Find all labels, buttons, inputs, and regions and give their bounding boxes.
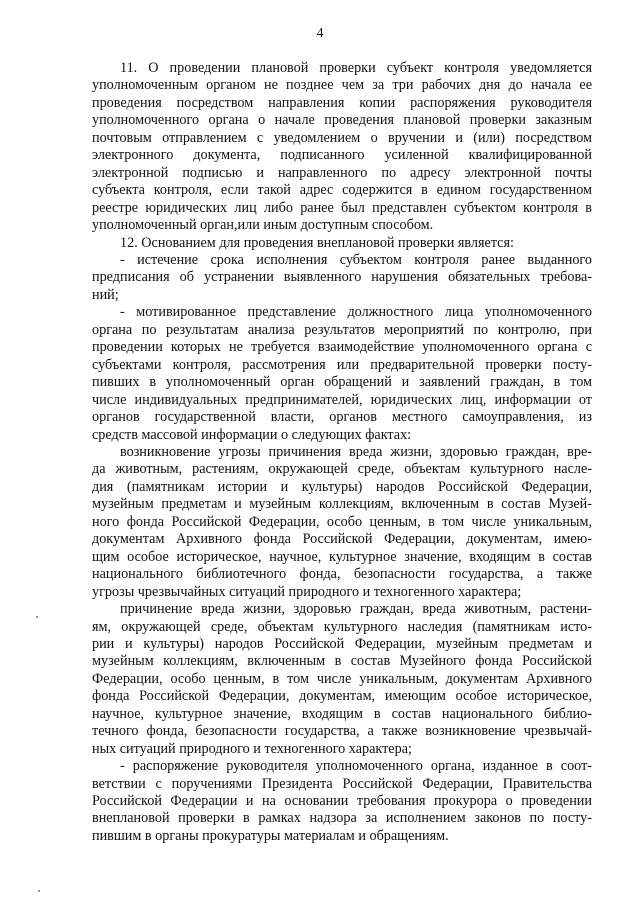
text-line: внеплановой проверки в рамках надзора за исполнением законов по посту- — [92, 810, 592, 827]
paragraph-p11 — [92, 60, 592, 235]
text-line: фонда Российской Федерации, документам, имеющим особое историческое, — [92, 688, 592, 705]
text-line: уполномоченным органом не позднее чем за три рабочих дня до начала ее — [92, 77, 592, 94]
text-line: научное, культурное значение, входящим в состав национального библио- — [92, 705, 592, 722]
text-line: Российской Федерации и на основании требования прокурора о проведении — [92, 793, 592, 810]
text-line: течного фонда, безопасности государства, а также возникновение чрезвычай- — [92, 723, 592, 740]
text-line: уполномоченный орган,или иным доступным способом. — [92, 217, 434, 234]
paragraph-p12b2 — [92, 601, 592, 758]
text-line: органов государственной власти, органов местного самоуправления, из — [92, 409, 592, 426]
paragraph-p12b — [92, 304, 592, 444]
text-line: предписания об устранении выявленного нарушения обязательных требова- — [92, 269, 592, 286]
text-line: музейным коллекциям, включенным в состав Музейного фонда Российской — [92, 653, 592, 670]
text-line: ям, окружающей среде, объектам культурного наследия (памятникам исто- — [92, 618, 592, 635]
text-line: электронного документа, подписанного усиленной квалифицированной — [92, 147, 592, 164]
text-line: причинение вреда жизни, здоровью граждан, вреда животным, растени- — [120, 601, 592, 618]
text-line: пивших в уполномоченный орган обращений и заявлений граждан, в том — [92, 374, 592, 391]
text-line: - истечение срока исполнения субъектом контроля ранее выданного — [120, 251, 592, 268]
text-line: органа по результатам анализа результатов мероприятий по контролю, при — [92, 321, 592, 338]
text-line: числе индивидуальных предпринимателей, юридических лиц, информации от — [92, 391, 592, 408]
text-line: да животным, растениям, окружающей среде, объектам культурного насле- — [92, 461, 592, 478]
text-line: щим особое историческое, научное, культурное значение, входящим в состав — [92, 548, 592, 565]
paragraph-p12c — [92, 758, 592, 845]
text-line: - мотивированное представление должностного лица уполномоченного — [120, 304, 592, 321]
text-line: пившим в органы прокуратуры материалам и обращениям. — [92, 827, 449, 844]
scan-speck — [36, 616, 38, 618]
text-line: 11. О проведении плановой проверки субъект контроля уведомляется — [120, 60, 592, 76]
text-line: субъекта контроля, если такой адрес содержится в едином государственном — [92, 182, 592, 199]
text-line: ветствии с поручениями Президента Российской Федерации, Правительства — [92, 775, 592, 792]
text-line: электронной подписью и направленного по адресу электронной почты — [92, 164, 592, 181]
text-line: ных ситуаций природного и техногенного характера; — [92, 740, 412, 757]
text-line: реестре юридических лиц либо ранее был представлен субъектом контроля в — [92, 199, 592, 216]
text-line: документам Архивного фонда Российской Федерации, документам, имею- — [92, 531, 592, 548]
text-line: рии и культуры) народов Российской Федерации, музейным предметам и — [92, 635, 592, 652]
text-line: ний; — [92, 286, 119, 303]
text-line: угрозы чрезвычайных ситуаций природного и техногенного характера; — [92, 583, 522, 600]
paragraph-p12b1 — [92, 444, 592, 601]
document-body — [92, 60, 592, 845]
page-number: 4 — [316, 26, 324, 41]
text-line: Федерации, особо ценным, в том числе уникальным, документам Архивного — [92, 670, 592, 687]
paragraph-p12a — [92, 252, 592, 304]
text-line: - распоряжение руководителя уполномоченного органа, изданное в соот- — [120, 758, 592, 775]
text-line: проведении которых не требуется взаимодействие уполномоченного органа с — [92, 339, 592, 356]
text-line: 12. Основанием для проведения внеплановой проверки является: — [120, 234, 514, 251]
text-line: музейным предметам и музейным коллекциям, включенным в состав Музей- — [92, 496, 592, 513]
text-line: национального библиотечного фонда, безопасности государства, а также — [92, 566, 592, 583]
text-line: почтовым отправлением с уведомлением о вручении и (или) посредством — [92, 129, 592, 146]
text-line: уполномоченного органа о начале проведения плановой проверки заказным — [92, 112, 592, 129]
scan-speck — [38, 890, 40, 892]
text-line: ного фонда Российской Федерации, особо ценным, в том числе уникальным, — [92, 513, 592, 530]
text-line: субъектами контроля, рассмотрения или предварительной проверки посту- — [92, 356, 592, 373]
text-line: возникновение угрозы причинения вреда жизни, здоровью граждан, вре- — [120, 443, 592, 460]
text-line: дия (памятникам истории и культуры) народов Российской Федерации, — [92, 478, 592, 495]
paragraph-p12 — [92, 235, 592, 252]
text-line: проведения посредством направления копии распоряжения руководителя — [92, 94, 592, 111]
text-line: средств массовой информации о следующих фактах: — [92, 426, 412, 443]
